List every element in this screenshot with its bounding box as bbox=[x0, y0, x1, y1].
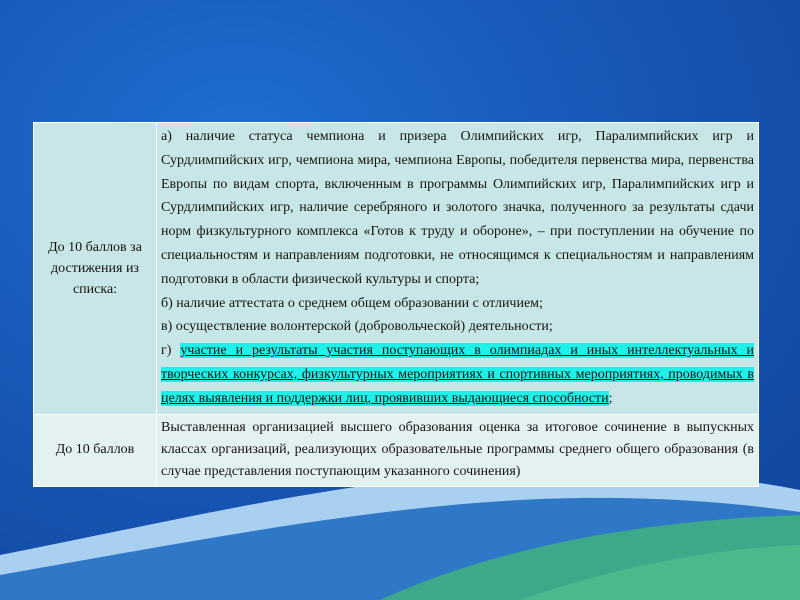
table-row bbox=[34, 123, 759, 415]
description-cell: Выставленная организацией высшего образования оценка за итоговое сочинение в выпускных классах организаций, реализующих образовательные программы среднего общего образования (в случае представления поступающим указанного сочинения) bbox=[157, 414, 759, 486]
score-cell: До 10 баллов bbox=[34, 414, 157, 486]
score-cell: До 10 баллов за достижения из списка: bbox=[34, 123, 157, 415]
list-item: б) наличие аттестата о среднем общем образовании с отличием; bbox=[161, 295, 543, 311]
list-item: а) наличие статуса чемпиона и призера Олимпийских игр, Паралимпийских игр и Сурдлимпийских игр, чемпиона мира, чемпиона Европы, победителя первенства мира, первенства Европы по видам спорта, включенным в программы Олимпийских игр, Паралимпийских игр и Сурдлимпийских игр, наличие серебряного и золотого значка, полученного за результаты сдачи норм физкультурного комплекса «Готов к труду и обороне», – при поступлении на обучение по специальностям и направлениям подготовки, не относящимся к специальностям и направлениям подготовки в области физической культуры и спорта; bbox=[161, 129, 754, 287]
description-cell bbox=[157, 123, 759, 415]
highlighted-text: участие и результаты участия поступающих в олимпиадах и иных интеллектуальных и творческих конкурсах, физкультурных мероприятиях и спортивных мероприятиях, проводимых в целях выявления и поддержки лиц, проявивших выдающиеся способности bbox=[161, 343, 755, 406]
item-suffix: ; bbox=[608, 390, 613, 406]
criteria-table bbox=[33, 122, 759, 487]
table-row bbox=[34, 414, 759, 486]
list-item: в) осуществление волонтерской (добровольческой) деятельности; bbox=[161, 319, 553, 335]
item-prefix: г) bbox=[161, 343, 181, 359]
list-item bbox=[161, 339, 754, 410]
